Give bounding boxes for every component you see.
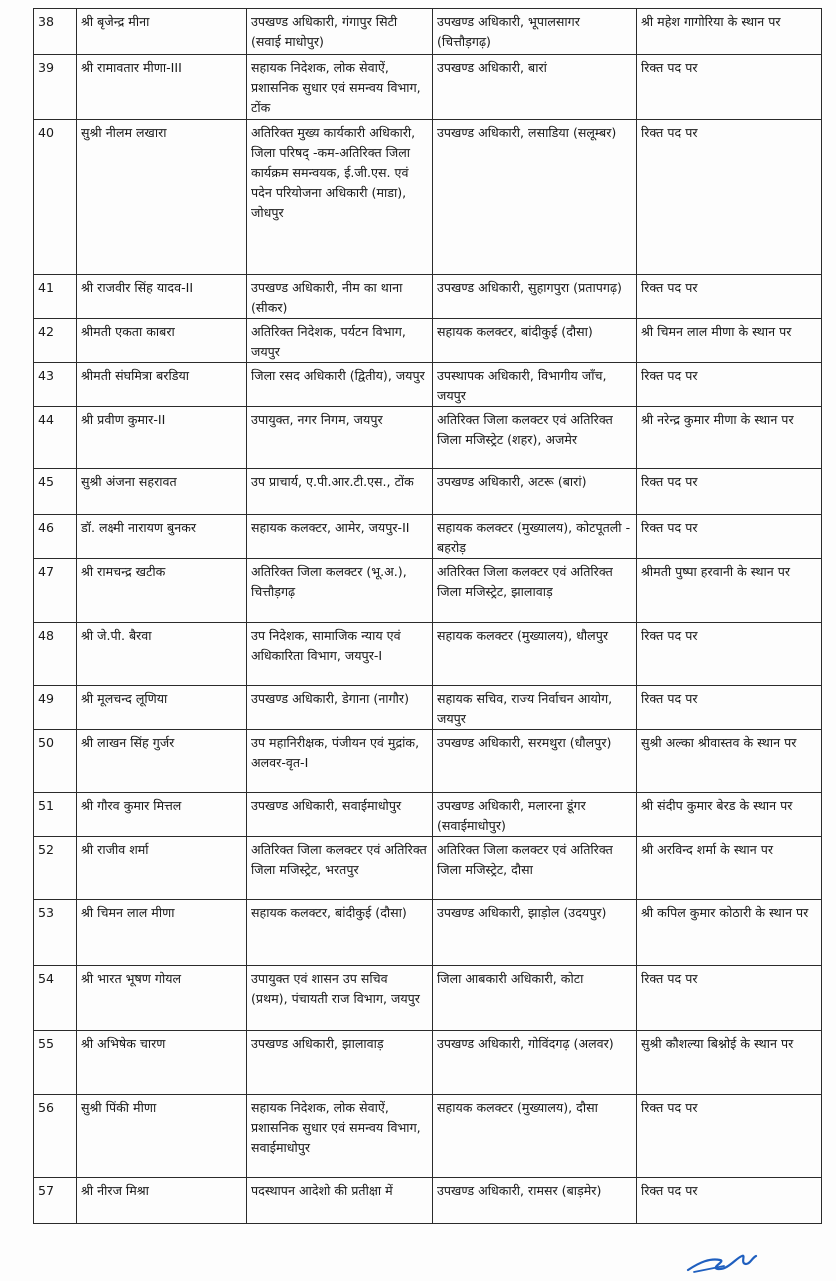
new-posting: अतिरिक्त जिला कलक्टर एवं अतिरिक्त जिला मजिस्ट्रेट, झालावाड़	[433, 559, 637, 623]
new-posting: सहायक कलक्टर (मुख्यालय), धौलपुर	[433, 623, 637, 686]
officer-name: श्री रामचन्द्र खटीक	[77, 559, 247, 623]
serial-number: 46	[34, 515, 77, 559]
serial-number: 52	[34, 837, 77, 900]
new-posting: उपखण्ड अधिकारी, रामसर (बाड़मेर)	[433, 1178, 637, 1224]
current-posting: सहायक कलक्टर, बांदीकुई (दौसा)	[247, 900, 433, 966]
current-posting: उपखण्ड अधिकारी, झालावाड़	[247, 1031, 433, 1095]
new-posting: जिला आबकारी अधिकारी, कोटा	[433, 966, 637, 1031]
officer-name: श्री लाखन सिंह गुर्जर	[77, 730, 247, 793]
serial-number: 57	[34, 1178, 77, 1224]
remarks: श्री संदीप कुमार बेरड के स्थान पर	[637, 793, 822, 837]
new-posting: अतिरिक्त जिला कलक्टर एवं अतिरिक्त जिला मजिस्ट्रेट, दौसा	[433, 837, 637, 900]
officer-name: सुश्री अंजना सहरावत	[77, 469, 247, 515]
officer-name: श्री राजवीर सिंह यादव-II	[77, 275, 247, 319]
remarks: रिक्त पद पर	[637, 1095, 822, 1178]
current-posting: सहायक निदेशक, लोक सेवाऐं, प्रशासनिक सुधार एवं समन्वय विभाग, सवाईमाधोपुर	[247, 1095, 433, 1178]
remarks: श्री नरेन्द्र कुमार मीणा के स्थान पर	[637, 407, 822, 469]
remarks: रिक्त पद पर	[637, 1178, 822, 1224]
officer-name: श्री नीरज मिश्रा	[77, 1178, 247, 1224]
officer-name: श्री राजीव शर्मा	[77, 837, 247, 900]
table-row	[34, 1178, 822, 1224]
table-row	[34, 837, 822, 900]
officer-name: श्री प्रवीण कुमार-II	[77, 407, 247, 469]
remarks: रिक्त पद पर	[637, 55, 822, 120]
remarks: सुश्री कौशल्या बिश्नोई के स्थान पर	[637, 1031, 822, 1095]
new-posting: उपखण्ड अधिकारी, लसाडिया (सलूम्बर)	[433, 120, 637, 275]
current-posting: उपखण्ड अधिकारी, नीम का थाना (सीकर)	[247, 275, 433, 319]
current-posting: उपायुक्त, नगर निगम, जयपुर	[247, 407, 433, 469]
serial-number: 38	[34, 9, 77, 55]
officer-name: श्री रामावतार मीणा-III	[77, 55, 247, 120]
officer-name: श्री अभिषेक चारण	[77, 1031, 247, 1095]
serial-number: 40	[34, 120, 77, 275]
remarks: सुश्री अल्का श्रीवास्तव के स्थान पर	[637, 730, 822, 793]
new-posting: उपखण्ड अधिकारी, सरमथुरा (धौलपुर)	[433, 730, 637, 793]
new-posting: उपखण्ड अधिकारी, बारां	[433, 55, 637, 120]
current-posting: अतिरिक्त जिला कलक्टर एवं अतिरिक्त जिला मजिस्ट्रेट, भरतपुर	[247, 837, 433, 900]
transfer-table-body	[34, 9, 822, 1224]
current-posting: पदस्थापन आदेशो की प्रतीक्षा में	[247, 1178, 433, 1224]
current-posting: उपखण्ड अधिकारी, सवाईमाधोपुर	[247, 793, 433, 837]
officer-name: श्री जे.पी. बैरवा	[77, 623, 247, 686]
officer-name: श्री गौरव कुमार मित्तल	[77, 793, 247, 837]
current-posting: सहायक कलक्टर, आमेर, जयपुर-II	[247, 515, 433, 559]
remarks: श्री चिमन लाल मीणा के स्थान पर	[637, 319, 822, 363]
table-row	[34, 730, 822, 793]
table-row	[34, 1031, 822, 1095]
table-row	[34, 900, 822, 966]
new-posting: उपखण्ड अधिकारी, गोविंदगढ़ (अलवर)	[433, 1031, 637, 1095]
serial-number: 41	[34, 275, 77, 319]
current-posting: उप महानिरीक्षक, पंजीयन एवं मुद्रांक, अलवर-वृत-I	[247, 730, 433, 793]
officer-name: श्रीमती संघमित्रा बरडिया	[77, 363, 247, 407]
table-row	[34, 9, 822, 55]
serial-number: 47	[34, 559, 77, 623]
remarks: श्री महेश गागोरिया के स्थान पर	[637, 9, 822, 55]
officer-name: श्री बृजेन्द्र मीना	[77, 9, 247, 55]
current-posting: उपखण्ड अधिकारी, गंगापुर सिटी (सवाई माधोपुर)	[247, 9, 433, 55]
table-row	[34, 793, 822, 837]
serial-number: 44	[34, 407, 77, 469]
transfer-table	[33, 8, 822, 1224]
new-posting: उपखण्ड अधिकारी, मलारना डूंगर (सवाईमाधोपुर)	[433, 793, 637, 837]
current-posting: अतिरिक्त मुख्य कार्यकारी अधिकारी, जिला परिषद् -कम-अतिरिक्त जिला कार्यक्रम समन्वयक, ई.जी.एस. एवं पदेन परियोजना अधिकारी (माडा), जोधपुर	[247, 120, 433, 275]
officer-name: श्रीमती एकता काबरा	[77, 319, 247, 363]
current-posting: उपखण्ड अधिकारी, डेगाना (नागौर)	[247, 686, 433, 730]
officer-name: सुश्री नीलम लखारा	[77, 120, 247, 275]
table-row	[34, 1095, 822, 1178]
current-posting: जिला रसद अधिकारी (द्वितीय), जयपुर	[247, 363, 433, 407]
signature-scribble	[680, 1236, 760, 1276]
serial-number: 49	[34, 686, 77, 730]
serial-number: 43	[34, 363, 77, 407]
remarks: श्री कपिल कुमार कोठारी के स्थान पर	[637, 900, 822, 966]
table-row	[34, 120, 822, 275]
current-posting: अतिरिक्त जिला कलक्टर (भू.अ.), चित्तौड़गढ़	[247, 559, 433, 623]
serial-number: 50	[34, 730, 77, 793]
new-posting: उपस्थापक अधिकारी, विभागीय जाँच, जयपुर	[433, 363, 637, 407]
table-row	[34, 407, 822, 469]
table-row	[34, 363, 822, 407]
table-row	[34, 623, 822, 686]
new-posting: सहायक कलक्टर (मुख्यालय), दौसा	[433, 1095, 637, 1178]
new-posting: अतिरिक्त जिला कलक्टर एवं अतिरिक्त जिला मजिस्ट्रेट (शहर), अजमेर	[433, 407, 637, 469]
serial-number: 48	[34, 623, 77, 686]
table-row	[34, 469, 822, 515]
table-row	[34, 515, 822, 559]
remarks: रिक्त पद पर	[637, 275, 822, 319]
officer-name: सुश्री पिंकी मीणा	[77, 1095, 247, 1178]
new-posting: सहायक सचिव, राज्य निर्वाचन आयोग, जयपुर	[433, 686, 637, 730]
remarks: रिक्त पद पर	[637, 363, 822, 407]
table-row	[34, 559, 822, 623]
remarks: श्रीमती पुष्पा हरवानी के स्थान पर	[637, 559, 822, 623]
serial-number: 53	[34, 900, 77, 966]
officer-name: डॉ. लक्ष्मी नारायण बुनकर	[77, 515, 247, 559]
current-posting: उपायुक्त एवं शासन उप सचिव (प्रथम), पंचायती राज विभाग, जयपुर	[247, 966, 433, 1031]
serial-number: 56	[34, 1095, 77, 1178]
officer-name: श्री चिमन लाल मीणा	[77, 900, 247, 966]
remarks: रिक्त पद पर	[637, 469, 822, 515]
serial-number: 55	[34, 1031, 77, 1095]
officer-name: श्री मूलचन्द लूणिया	[77, 686, 247, 730]
remarks: रिक्त पद पर	[637, 686, 822, 730]
new-posting: उपखण्ड अधिकारी, अटरू (बारां)	[433, 469, 637, 515]
serial-number: 39	[34, 55, 77, 120]
current-posting: सहायक निदेशक, लोक सेवाऐं, प्रशासनिक सुधार एवं समन्वय विभाग, टोंक	[247, 55, 433, 120]
serial-number: 42	[34, 319, 77, 363]
remarks: श्री अरविन्द शर्मा के स्थान पर	[637, 837, 822, 900]
officer-name: श्री भारत भूषण गोयल	[77, 966, 247, 1031]
table-row	[34, 686, 822, 730]
current-posting: उप निदेशक, सामाजिक न्याय एवं अधिकारिता विभाग, जयपुर-I	[247, 623, 433, 686]
table-row	[34, 319, 822, 363]
serial-number: 54	[34, 966, 77, 1031]
new-posting: उपखण्ड अधिकारी, झाड़ोल (उदयपुर)	[433, 900, 637, 966]
remarks: रिक्त पद पर	[637, 966, 822, 1031]
remarks: रिक्त पद पर	[637, 515, 822, 559]
remarks: रिक्त पद पर	[637, 120, 822, 275]
new-posting: सहायक कलक्टर, बांदीकुई (दौसा)	[433, 319, 637, 363]
table-row	[34, 55, 822, 120]
new-posting: सहायक कलक्टर (मुख्यालय), कोटपूतली - बहरोड़	[433, 515, 637, 559]
serial-number: 45	[34, 469, 77, 515]
table-row	[34, 966, 822, 1031]
new-posting: उपखण्ड अधिकारी, सुहागपुरा (प्रतापगढ़)	[433, 275, 637, 319]
current-posting: अतिरिक्त निदेशक, पर्यटन विभाग, जयपुर	[247, 319, 433, 363]
table-row	[34, 275, 822, 319]
current-posting: उप प्राचार्य, ए.पी.आर.टी.एस., टोंक	[247, 469, 433, 515]
new-posting: उपखण्ड अधिकारी, भूपालसागर (चित्तौड़गढ़)	[433, 9, 637, 55]
serial-number: 51	[34, 793, 77, 837]
remarks: रिक्त पद पर	[637, 623, 822, 686]
